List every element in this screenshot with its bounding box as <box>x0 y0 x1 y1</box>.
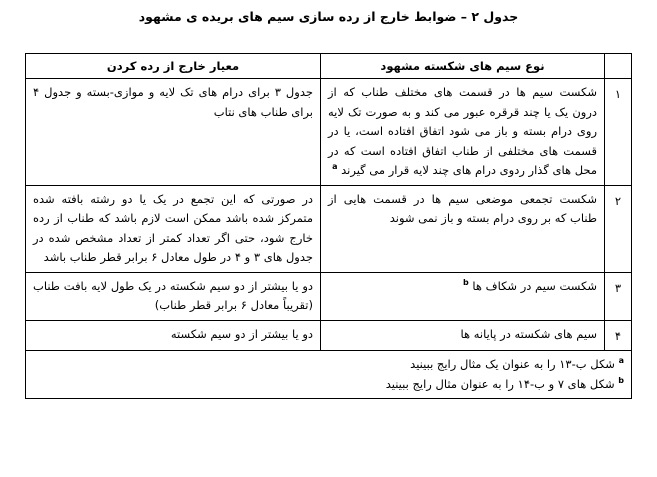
row-type-text: شکست تجمعی موضعی سیم ها در قسمت هایی از طناب که بر روی درام بسته و باز نمی شوند <box>328 191 597 225</box>
row-type-text: شکست سیم در شکاف ها <box>472 278 597 293</box>
footnote-mark: b <box>618 375 624 385</box>
footnotes <box>26 351 632 399</box>
header-type: نوع سیم های شکسته مشهود <box>321 54 605 79</box>
table-row <box>26 320 632 351</box>
discard-criteria-table <box>25 53 632 399</box>
footnote-mark: a <box>618 356 624 366</box>
footnote-text: شکل ب-۱۳ را به عنوان یک مثال رایج ببینید <box>410 357 615 371</box>
row-type-text: سیم های شکسته در پایانه ها <box>460 326 597 341</box>
row-criterion: در صورتی که این تجمع در یک یا دو رشته بافته شده متمرکز شده باشد ممکن است لازم باشد که طناب از رده خارج شود، حتی اگر تعداد کمتر از تعداد مشخص شده در جدول های ۳ و ۴ در طول معادل ۶ برابر قطر طناب باشد <box>26 185 321 272</box>
row-criterion: دو یا بیشتر از دو سیم شکسته در یک طول لایه بافت طناب (تقریباً معادل ۶ برابر قطر طناب) <box>26 272 321 320</box>
header-number <box>605 54 632 79</box>
row-type <box>321 320 605 351</box>
footnote-ref: b <box>463 277 469 287</box>
table-row <box>26 185 632 272</box>
footnote-item <box>33 375 624 395</box>
row-number: ۲ <box>605 185 632 272</box>
footnotes-row <box>26 351 632 399</box>
footnote-ref: a <box>332 162 338 172</box>
table-title: جدول ۲ – ضوابط خارج از رده سازی سیم های بریده ی مشهود <box>138 9 519 24</box>
row-type <box>321 272 605 320</box>
row-type <box>321 79 605 186</box>
row-number: ۱ <box>605 79 632 186</box>
header-criterion: معیار خارج از رده کردن <box>26 54 321 79</box>
row-type-text: شکست سیم ها در قسمت های مختلف طناب که از درون یک یا چند قرقره عبور می کند و به صورت تک لایه روی درام بسته و باز می شود اتفاق افتاده است، یا در قسمت های مختلفی از طناب اتفاق افتاده است که در محل های گذار ردوی درام های چند لایه قرار می گیرند <box>328 85 597 177</box>
table-row <box>26 79 632 186</box>
row-criterion: جدول ۳ برای درام های تک لایه و موازی-بسته و جدول ۴ برای طناب های نتاب <box>26 79 321 186</box>
row-number: ۴ <box>605 320 632 351</box>
table-row <box>26 272 632 320</box>
footnote-text: شکل های ۷ و ب-۱۴ را به عنوان مثال رایج ببینید <box>385 376 615 391</box>
table-header-row <box>26 54 632 79</box>
footnote-item <box>33 355 624 375</box>
row-criterion: دو یا بیشتر از دو سیم شکسته <box>26 320 321 351</box>
row-type <box>321 185 605 272</box>
row-number: ۳ <box>605 272 632 320</box>
